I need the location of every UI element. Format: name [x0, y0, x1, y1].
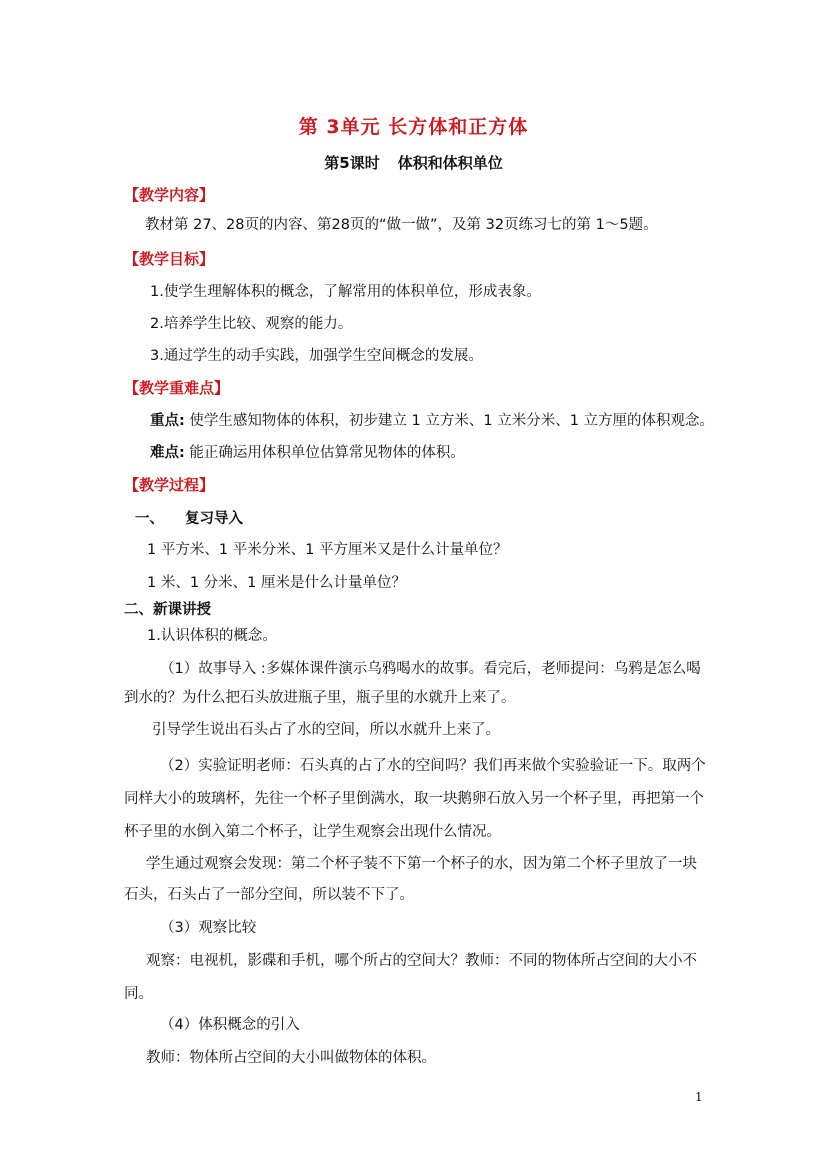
page-number: 1	[695, 1090, 703, 1104]
paragraph-line: 教师：物体所占空间的大小叫做物体的体积。	[146, 1050, 436, 1066]
key-text: 使学生感知物体的体积，初步建立 1 立方米、1 立米分米、1 立方厘的体积观念。	[184, 413, 715, 429]
paragraph-line: 1 平方米、1 平米分米、1 平方厘米又是什么计量单位？	[147, 542, 508, 558]
section-heading-content: 【教学内容】	[124, 186, 215, 204]
paragraph-line: 1 米、1 分米、1 厘米是什么计量单位？	[147, 575, 407, 591]
unit-title: 第 3单元 长方体和正方体	[298, 116, 529, 138]
lesson-subtitle	[0, 152, 827, 173]
section-heading-keypoints: 【教学重难点】	[124, 379, 230, 397]
goal-item: 1.使学生理解体积的概念，了解常用的体积单位，形成表象。	[150, 284, 541, 300]
paragraph-line: 到水的？为什么把石头放进瓶子里，瓶子里的水就升上来了。	[124, 690, 516, 706]
paragraph-line: （1）故事导入 :多媒体课件演示乌鸦喝水的故事。看完后，老师提问：乌鸦是怎么喝	[160, 661, 701, 677]
section-heading-process: 【教学过程】	[124, 476, 215, 494]
difficult-point	[150, 443, 465, 463]
paragraph-line: 同。	[124, 986, 153, 1002]
key-label: 重点:	[150, 413, 185, 429]
lesson-number: 第5课时	[324, 154, 380, 172]
paragraph-line: 学生通过观察会发现：第二个杯子装不下第一个杯子的水，因为第二个杯子里放了一块	[146, 856, 697, 872]
difficulty-text: 能正确运用体积单位估算常见物体的体积。	[184, 445, 465, 461]
paragraph-line: 杯子里的水倒入第二个杯子，让学生观察会出现什么情况。	[124, 824, 501, 840]
goal-item: 3.通过学生的动手实践，加强学生空间概念的发展。	[150, 348, 483, 364]
goal-item: 2.培养学生比较、观察的能力。	[150, 316, 353, 332]
paragraph-line: （2）实验证明老师：石头真的占了水的空间吗？我们再来做个实验验证一下。取两个	[160, 758, 706, 774]
paragraph-line: 引导学生说出石头占了水的空间，所以水就升上来了。	[152, 722, 500, 738]
content-text: 教材第 27、28页的内容、第28页的“做一做”，及第 32页练习七的第 1～5题。	[145, 217, 658, 233]
lesson-topic: 体积和体积单位	[397, 154, 503, 172]
key-point	[150, 411, 714, 431]
difficulty-label: 难点:	[150, 445, 185, 461]
part-one-title: 复习导入	[185, 511, 243, 527]
paragraph-line: 1.认识体积的概念。	[147, 628, 277, 644]
paragraph-line: 同样大小的玻璃杯，先往一个杯子里倒满水，取一块鹅卵石放入另一个杯子里，再把第一个	[124, 791, 704, 807]
paragraph-line: 石头，石头占了一部分空间，所以装不下了。	[124, 887, 414, 903]
part-two-title: 二、新课讲授	[124, 602, 211, 618]
paragraph-line: 观察：电视机，影碟和手机，哪个所占的空间大？教师：不同的物体所占空间的大小不	[146, 953, 697, 969]
section-heading-goals: 【教学目标】	[124, 250, 215, 268]
part-one-number: 一、	[135, 511, 164, 527]
paragraph-line: （4）体积概念的引入	[160, 1017, 300, 1033]
paragraph-line: （3）观察比较	[160, 920, 257, 936]
